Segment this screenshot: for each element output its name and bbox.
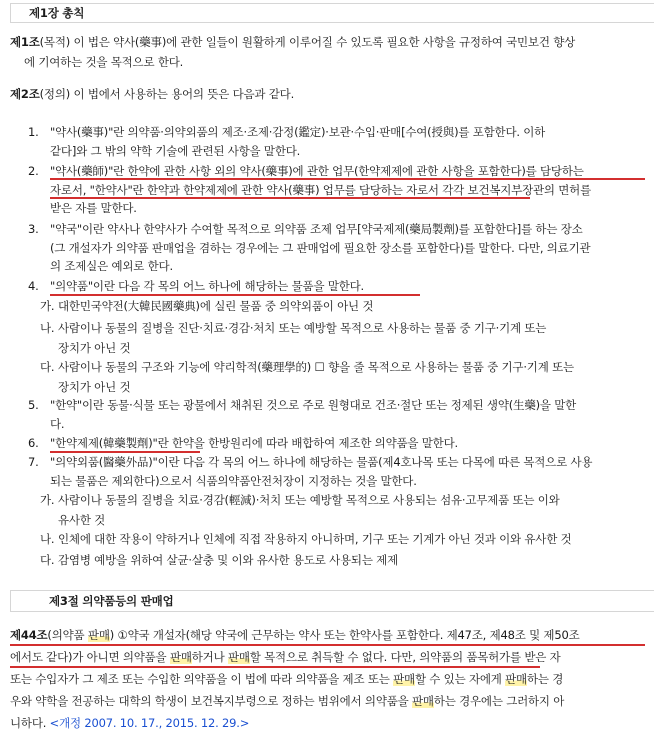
article-2 xyxy=(10,84,640,104)
definition-number: 7. xyxy=(28,455,39,469)
text-run: 할 목적으로 취득할 수 없다. 다만, 의약품의 품목허가를 받은 자 xyxy=(249,650,561,664)
chapter-title: 제1장 총칙 xyxy=(10,3,654,23)
highlight-term: 판매 xyxy=(393,672,415,686)
definition-line: "한약"이란 동물·식물 또는 광물에서 채취된 것으로 주로 원형대로 건조·절단 또는 정제된 생약(生藥)을 말한 xyxy=(50,398,577,412)
sub-line: 장치가 아닌 것 xyxy=(58,341,131,355)
sub-line: 사람이나 동물의 질병을 치료·경감(輕減)·처치 또는 예방할 목적으로 사용되는 섬유·고무제품 또는 이와 xyxy=(58,493,560,507)
article-44 xyxy=(10,624,640,734)
text-run: 하는 경 xyxy=(526,672,564,686)
highlight-term: 판매 xyxy=(505,672,527,686)
article-44-line-1 xyxy=(10,624,640,646)
definition-line: "한약제제(韓藥製劑)"란 한약을 한방원리에 따라 배합하여 제조한 의약품을 말한다. xyxy=(50,436,458,450)
sub-line: 감염병 예방을 위하여 살균·살충 및 이와 유사한 용도로 사용되는 제제 xyxy=(58,553,399,567)
highlight-term: 판매 xyxy=(412,694,434,708)
text-run: ) ①약국 개설자(해당 약국에 근무하는 약사 또는 한약사를 포함한다. 제47조, 제48조 및 제50조 xyxy=(109,628,580,642)
highlight-term: 판매 xyxy=(227,650,250,664)
article-44-line-4 xyxy=(10,690,640,712)
sub-line: 유사한 것 xyxy=(58,513,106,527)
text-run: 니하다. xyxy=(10,716,47,730)
article-44-label: 제44조 xyxy=(10,628,48,642)
definition-line: "의약품"이란 다음 각 목의 어느 하나에 해당하는 물품을 말한다. xyxy=(50,279,365,293)
article-44-line-3 xyxy=(10,668,640,690)
text-run: 또는 수입자가 그 제조 또는 수입한 의약품을 이 법에 따라 의약품을 제조 또는 xyxy=(10,672,394,686)
highlight-term: 판매 xyxy=(169,650,192,664)
annotation-underline xyxy=(10,666,540,668)
definition-line: 자로서, "한약사"란 한약과 한약제제에 관한 약사(藥事) 업무를 담당하는 자로서 각각 보건복지부장관의 면허를 xyxy=(50,182,591,197)
text-run: 하거나 xyxy=(191,650,228,664)
article-2-text: (정의) 이 법에서 사용하는 용어의 뜻은 다음과 같다. xyxy=(39,87,295,101)
annotation-underline xyxy=(50,197,530,199)
definition-line: (그 개설자가 의약품 판매업을 겸하는 경우에는 그 판매업에 필요한 장소를 포함한다)를 말한다. 다만, 의료기관 xyxy=(50,240,591,255)
definition-line: "약사(藥事)"란 의약품·의약외품의 제조·조제·감정(鑑定)·보관·수입·판매[수여(授與)를 포함한다. 이하 xyxy=(50,125,546,139)
sub-mark: 가. xyxy=(40,299,55,313)
definition-line: "약사(藥師)"란 한약에 관한 사항 외의 약사(藥事)에 관한 업무(한약제제에 관한 사항을 포함한다)를 담당하는 xyxy=(50,164,584,178)
text-run: 하는 경우에는 그러하지 아 xyxy=(433,694,565,708)
article-1-text: (목적) 이 법은 약사(藥事)에 관한 일들이 원활하게 이루어질 수 있도록 필요한 사항을 규정하여 국민보건 향상 xyxy=(39,35,576,49)
definition-line: 다. xyxy=(50,416,65,431)
article-44-line-5 xyxy=(10,712,640,734)
sub-line: 대한민국약전(大韓民國藥典)에 실린 물품 중 의약외품이 아닌 것 xyxy=(58,299,374,313)
text-run: 할 수 있는 자에게 xyxy=(414,672,506,686)
sub-mark: 가. xyxy=(40,493,55,507)
annotation-underline xyxy=(10,644,645,646)
definition-line: 되는 물품은 제외한다)으로서 식품의약품안전처장이 지정하는 것을 말한다. xyxy=(50,473,417,488)
sub-mark: 다. xyxy=(40,553,55,567)
definition-line: 받은 자를 말한다. xyxy=(50,201,137,215)
article-1-text-cont: 에 기여하는 것을 목적으로 한다. xyxy=(24,55,184,69)
definition-number: 2. xyxy=(28,164,39,178)
amendment-link[interactable]: <개정 2007. 10. 17., 2015. 12. 29.> xyxy=(49,716,250,730)
definition-line: "의약외품(醫藥外品)"이란 다음 각 목의 어느 하나에 해당하는 물품(제4호나목 또는 다목에 따른 목적으로 사용 xyxy=(50,455,593,469)
definition-number: 4. xyxy=(28,279,39,293)
definition-number: 5. xyxy=(28,398,39,412)
sub-line: 사람이나 동물의 질병을 진단·치료·경감·처치 또는 예방할 목적으로 사용하는 물품 중 기구·기계 또는 xyxy=(58,321,547,335)
article-2-label: 제2조 xyxy=(10,87,40,101)
definition-number: 6. xyxy=(28,436,39,450)
annotation-underline xyxy=(50,178,645,180)
definition-line: 같다]와 그 밖의 약학 기술에 관련된 사항을 말한다. xyxy=(50,143,301,158)
definition-line: "약국"이란 약사나 한약사가 수여할 목적으로 의약품 조제 업무[약국제제(藥局製劑)를 포함한다]를 하는 장소 xyxy=(50,222,583,236)
text-run: 에서도 같다)가 아니면 의약품을 xyxy=(10,650,170,664)
sub-line: 사람이나 동물의 구조와 기능에 약리학적(藥理學的) ☐ 향을 줄 목적으로 사용하는 물품 중 기구·기계 또는 xyxy=(58,360,574,374)
sub-line: 인체에 대한 작용이 약하거나 인체에 직접 작용하지 아니하며, 기구 또는 기계가 아닌 것과 이와 유사한 것 xyxy=(58,532,572,546)
sub-mark: 나. xyxy=(40,321,55,335)
text-run: (의약품 xyxy=(47,628,88,642)
article-1-label: 제1조 xyxy=(10,35,40,49)
definition-line: 의 조제실은 예외로 한다. xyxy=(50,259,173,273)
text-run: 우와 약학을 전공하는 대학의 학생이 보건복지부령으로 정하는 범위에서 의약품을 xyxy=(10,694,413,708)
sub-line: 장치가 아닌 것 xyxy=(58,380,131,394)
section-title: 제3절 의약품등의 판매업 xyxy=(10,590,654,612)
definition-number: 1. xyxy=(28,125,39,139)
sub-mark: 다. xyxy=(40,360,55,374)
article-1 xyxy=(10,32,640,72)
highlight-term: 판매 xyxy=(87,628,110,642)
definition-number: 3. xyxy=(28,222,39,236)
sub-mark: 나. xyxy=(40,532,55,546)
article-44-line-2 xyxy=(10,646,640,668)
